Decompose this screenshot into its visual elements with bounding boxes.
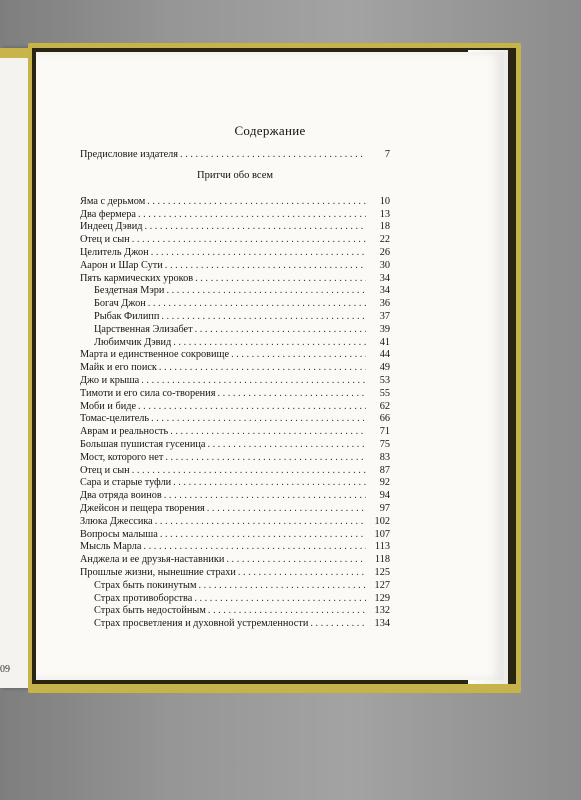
toc-entry-page: 102 [374,515,390,527]
toc-entry-page: 127 [374,579,390,591]
toc-entry-title: Прошлые жизни, нынешние страхи [80,566,236,578]
toc-leader-dots [151,247,366,258]
toc-entry-page: 113 [374,541,390,553]
toc-entry[interactable] [80,298,390,311]
toc-leader-dots [138,209,366,220]
section-heading: Притчи обо всем [196,169,274,181]
toc-entry-title: Отец и сын [80,464,130,476]
toc-entry[interactable] [80,234,390,247]
toc-leader-dots [132,234,366,245]
toc-entry-page: 53 [379,374,390,386]
toc-entry-page: 83 [379,451,390,463]
toc-leader-dots [207,503,366,514]
toc-entry[interactable] [80,247,390,260]
toc-leader-dots [155,516,366,527]
toc-entry-page: 39 [379,323,390,335]
toc-entry[interactable] [80,375,390,388]
toc-entry-page: 125 [374,566,390,578]
toc-entry-title: Целитель Джон [80,246,149,258]
table-of-contents [80,149,390,631]
toc-entry-title: Джейсон и пещера творения [80,502,205,514]
toc-leader-dots [165,452,366,463]
toc-leader-dots [164,490,366,501]
toc-entry-page: 75 [379,438,390,450]
toc-entry-page: 55 [379,387,390,399]
toc-entry-page: 118 [374,554,390,566]
toc-entry[interactable] [80,349,390,362]
toc-leader-dots [141,375,366,386]
toc-leader-dots [151,413,366,424]
toc-leader-dots [199,580,367,591]
toc-leader-dots [180,149,366,160]
toc-entry-title: Два фермера [80,208,136,220]
toc-entry-title: Любимчик Дэвид [94,336,172,348]
toc-leader-dots [173,337,366,348]
toc-entry[interactable] [80,311,390,324]
toc-entry-title: Злюка Джессика [80,515,153,527]
toc-entry[interactable] [80,605,390,618]
toc-entry-title: Майк и его поиск [80,362,157,374]
toc-entry[interactable] [80,503,390,516]
toc-entry-page: 66 [379,413,390,425]
toc-entry-title: Анджела и ее друзья-наставники [80,554,225,566]
toc-entry[interactable] [80,273,390,286]
toc-entry-title: Богач Джон [94,298,146,310]
toc-entry[interactable] [80,465,390,478]
toc-leader-dots [231,349,366,360]
toc-entry[interactable] [80,529,390,542]
toc-leader-dots [194,593,366,604]
toc-entry-page: 37 [379,310,390,322]
toc-entry-page: 41 [379,336,390,348]
toc-entry-page: 30 [379,259,390,271]
toc-entry-title: Яма с дерьмом [80,195,146,207]
toc-leader-dots [148,298,366,309]
toc-entry-page: 34 [379,272,390,284]
toc-leader-dots [165,260,366,271]
toc-entry[interactable] [80,337,390,350]
toc-entry[interactable] [80,567,390,580]
toc-leader-dots [207,439,366,450]
toc-entry[interactable] [80,362,390,375]
toc-entry[interactable] [80,439,390,452]
toc-leader-dots [144,221,366,232]
toc-entry[interactable] [80,477,390,490]
toc-entry[interactable] [80,452,390,465]
toc-leader-dots [217,388,366,399]
toc-entry[interactable] [80,221,390,234]
toc-entry[interactable] [80,580,390,593]
toc-entry[interactable] [80,618,390,631]
left-page-number: 09 [0,664,10,675]
toc-entry[interactable] [80,490,390,503]
toc-entry[interactable] [80,401,390,414]
toc-entry-title: Большая пушистая гусеница [80,438,206,450]
toc-entry[interactable] [80,388,390,401]
toc-entry-title: Бездетная Мэри [94,285,165,297]
toc-entry-page: 129 [374,592,390,604]
toc-entry-title: Марта и единственное сокровище [80,349,230,361]
toc-entry-title: Страх быть недостойным [94,605,206,617]
toc-entry[interactable] [80,426,390,439]
toc-entries-list [80,196,390,631]
toc-leader-dots [195,324,366,335]
toc-entry[interactable] [80,285,390,298]
toc-entry-page: 94 [379,490,390,502]
toc-entry-page: 62 [379,400,390,412]
toc-entry-title: Моби и биде [80,400,137,412]
toc-entry[interactable] [80,413,390,426]
toc-entry-title: Сара и старые туфли [80,477,172,489]
contents-page [36,52,504,680]
toc-entry-title: Индеец Дэвид [80,221,143,233]
toc-leader-dots [159,362,366,373]
toc-entry-title: Царственная Элизабет [94,323,193,335]
toc-entry-page: 107 [374,528,390,540]
toc-leader-dots [238,567,366,578]
toc-entry-page: 36 [379,298,390,310]
toc-entry-page: 92 [379,477,390,489]
toc-leader-dots [166,285,366,296]
toc-entry-title: Мысль Марла [80,541,142,553]
toc-entry-title: Предисловие издателя [80,149,179,160]
toc-entry-page: 87 [379,464,390,476]
toc-entry-page: 97 [379,502,390,514]
toc-entry[interactable] [80,260,390,273]
toc-entry-page: 18 [379,221,390,233]
toc-entry-title: Аврам и реальность [80,426,169,438]
toc-entry[interactable] [80,324,390,337]
toc-entry[interactable] [80,196,390,209]
toc-leader-dots [195,273,366,284]
toc-entry-title: Томас-целитель [80,413,150,425]
toc-entry-title: Вопросы малыша [80,528,158,540]
toc-leader-dots [208,605,366,616]
toc-entry-page: 44 [379,349,390,361]
toc-leader-dots [138,401,366,412]
toc-entry-page: 49 [379,362,390,374]
toc-entry-page: 132 [374,605,390,617]
toc-entry-page: 22 [379,234,390,246]
toc-entry[interactable] [80,593,390,606]
toc-leader-dots [144,541,367,552]
toc-entry-page: 10 [379,195,390,207]
toc-leader-dots [132,465,366,476]
toc-leader-dots [160,529,366,540]
toc-entry-page: 134 [374,618,390,630]
toc-entry-page: 13 [379,208,390,220]
toc-entry-title: Джо и крыша [80,374,140,386]
toc-entry[interactable] [80,209,390,222]
toc-leader-dots [226,554,366,565]
toc-leader-dots [147,196,366,207]
toc-leader-dots [173,477,366,488]
toc-entry-title: Страх просветления и духовной устремленности [94,618,309,630]
toc-entry-title: Рыбак Филипп [94,310,160,322]
toc-entry-foreword[interactable] [80,149,390,162]
toc-entry-title: Пять кармических уроков [80,272,194,284]
toc-entry[interactable] [80,541,390,554]
toc-entry-page: 26 [379,246,390,258]
toc-entry-title: Отец и сын [80,234,130,246]
toc-entry-title: Страх быть покинутым [94,579,197,591]
toc-entry-title: Страх противоборства [94,592,193,604]
toc-entry-title: Два отряда воинов [80,490,162,502]
toc-entry-page: 34 [379,285,390,297]
toc-leader-dots [161,311,366,322]
toc-entry-page: 7 [384,149,390,160]
toc-entry[interactable] [80,516,390,529]
toc-entry-title: Мост, которого нет [80,451,164,463]
toc-entry-page: 71 [379,426,390,438]
toc-leader-dots [310,618,366,629]
toc-leader-dots [170,426,366,437]
toc-entry[interactable] [80,554,390,567]
spacer [80,186,390,196]
toc-entry-title: Аарон и Шар Сути [80,259,163,271]
toc-entry-title: Тимоти и его сила со-творения [80,387,216,399]
contents-heading: Содержание [234,123,306,138]
